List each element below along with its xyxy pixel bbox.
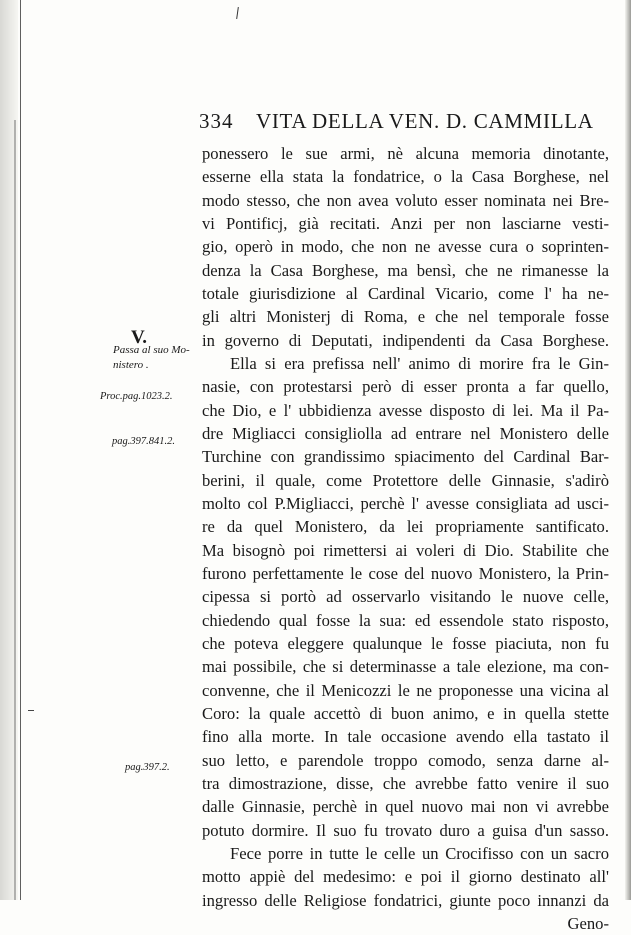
text-line: Coro: la quale accettò di buon animo, e in quella stette [202, 703, 609, 723]
margin-note-line: Passa al suo Mo- [113, 344, 190, 356]
text-line: in governo di Deputati, indipendenti da Casa Borghese. [202, 330, 609, 350]
text-line: modo stesso, che non avea voluto esser nominata nei Bre- [202, 190, 609, 210]
text-line: che Dio, e l' ubbidienza avesse disposto di lei. Ma il Pa- [202, 400, 609, 420]
text-line: denza la Casa Borghese, ma bensì, che ne rimanesse la [202, 260, 609, 280]
text-line: nasie, con protestarsi però di esser pronta a far quello, [202, 377, 609, 397]
binding-shadow-line [14, 120, 16, 900]
text-line: gli altri Monisterj di Roma, e che nel temporale fosse [202, 307, 609, 327]
page-right-edge [625, 0, 631, 900]
running-head: VITA DELLA VEN. D. CAMMILLA [256, 109, 594, 133]
text-line: furono perfettamente le cose del nuovo Monistero, la Prin- [202, 563, 609, 583]
text-line: Ma bisognò poi rimettersi ai voleri di Dio. Stabilite che [202, 540, 609, 560]
text-line: fino alla morte. In tale occasione avendo ella tastato il [202, 727, 609, 747]
margin-note [113, 343, 190, 373]
page-number: 334 [199, 109, 234, 133]
text-line: chiedendo qual fosse la sua: ed essendole stato risposto, [202, 610, 609, 630]
margin-reference: pag.397.841.2. [112, 436, 175, 447]
text-line: convenne, che il Menicozzi le ne proponesse una vicina al [202, 680, 609, 700]
text-line: berini, il quale, come Protettore delle Ginnasie, s'adirò [202, 470, 609, 490]
section-number: V. [131, 327, 148, 348]
binding-edge-line [20, 0, 21, 900]
text-line: molto col P.Migliacci, perchè l' avesse consigliata ad usci- [202, 493, 609, 513]
ink-mark [236, 7, 239, 19]
text-line: Fece porre in tutte le celle un Crocifisso con un sacro [230, 843, 609, 863]
text-line: che poteva eleggere qualunque le fosse piaciuta, non fu [202, 633, 609, 653]
text-line: esserne ella stata la fondatrice, o la Casa Borghese, nel [202, 167, 609, 187]
text-line: Turchine con grandissimo spiacimento del Cardinal Bar- [202, 447, 609, 467]
text-line: tra dimostrazione, disse, che avrebbe fatto venire il suo [202, 773, 609, 793]
text-line: cipessa si portò ad osservarlo visitando le nuove celle, [202, 587, 609, 607]
margin-note-line: nistero . [113, 359, 149, 371]
margin-reference: Proc.pag.1023.2. [100, 391, 173, 402]
ink-mark [28, 706, 34, 711]
text-line: vi Pontificj, già recitati. Anzi per non lasciarne vesti- [202, 213, 609, 233]
text-line: Ella si era prefissa nell' animo di morire fra le Gin- [230, 353, 609, 373]
text-line: re da quel Monistero, da lei propriamente santificato. [202, 517, 609, 537]
text-line: gio, operò in modo, che non ne avesse cura o soprinten- [202, 237, 609, 257]
text-line: mai possibile, che si determinasse a tale elezione, ma con- [202, 657, 609, 677]
text-line: suo letto, e parendole troppo comodo, senza darne al- [202, 750, 609, 770]
text-line: ingresso delle Religiose fondatrici, giunte poco innanzi da [202, 890, 609, 910]
margin-reference: pag.397.2. [125, 762, 170, 773]
text-line: motto appiè del medesimo: e poi il giorno destinato all' [202, 867, 609, 887]
text-line: ponessero le sue armi, nè alcuna memoria dinotante, [202, 144, 609, 163]
text-line: dalle Ginnasie, perchè in quel nuovo mai non vi avrebbe [202, 797, 609, 817]
body-text [202, 142, 609, 935]
text-line: potuto dormire. Il suo fu trovato duro a guisa d'un sasso. [202, 820, 609, 840]
text-line: dre Migliacci consigliolla ad entrare nel Monistero delle [202, 423, 609, 443]
page-header [199, 109, 594, 139]
text-line: totale giurisdizione al Cardinal Vicario, come l' ha ne- [202, 283, 609, 303]
catchword: Geno- [567, 913, 609, 933]
